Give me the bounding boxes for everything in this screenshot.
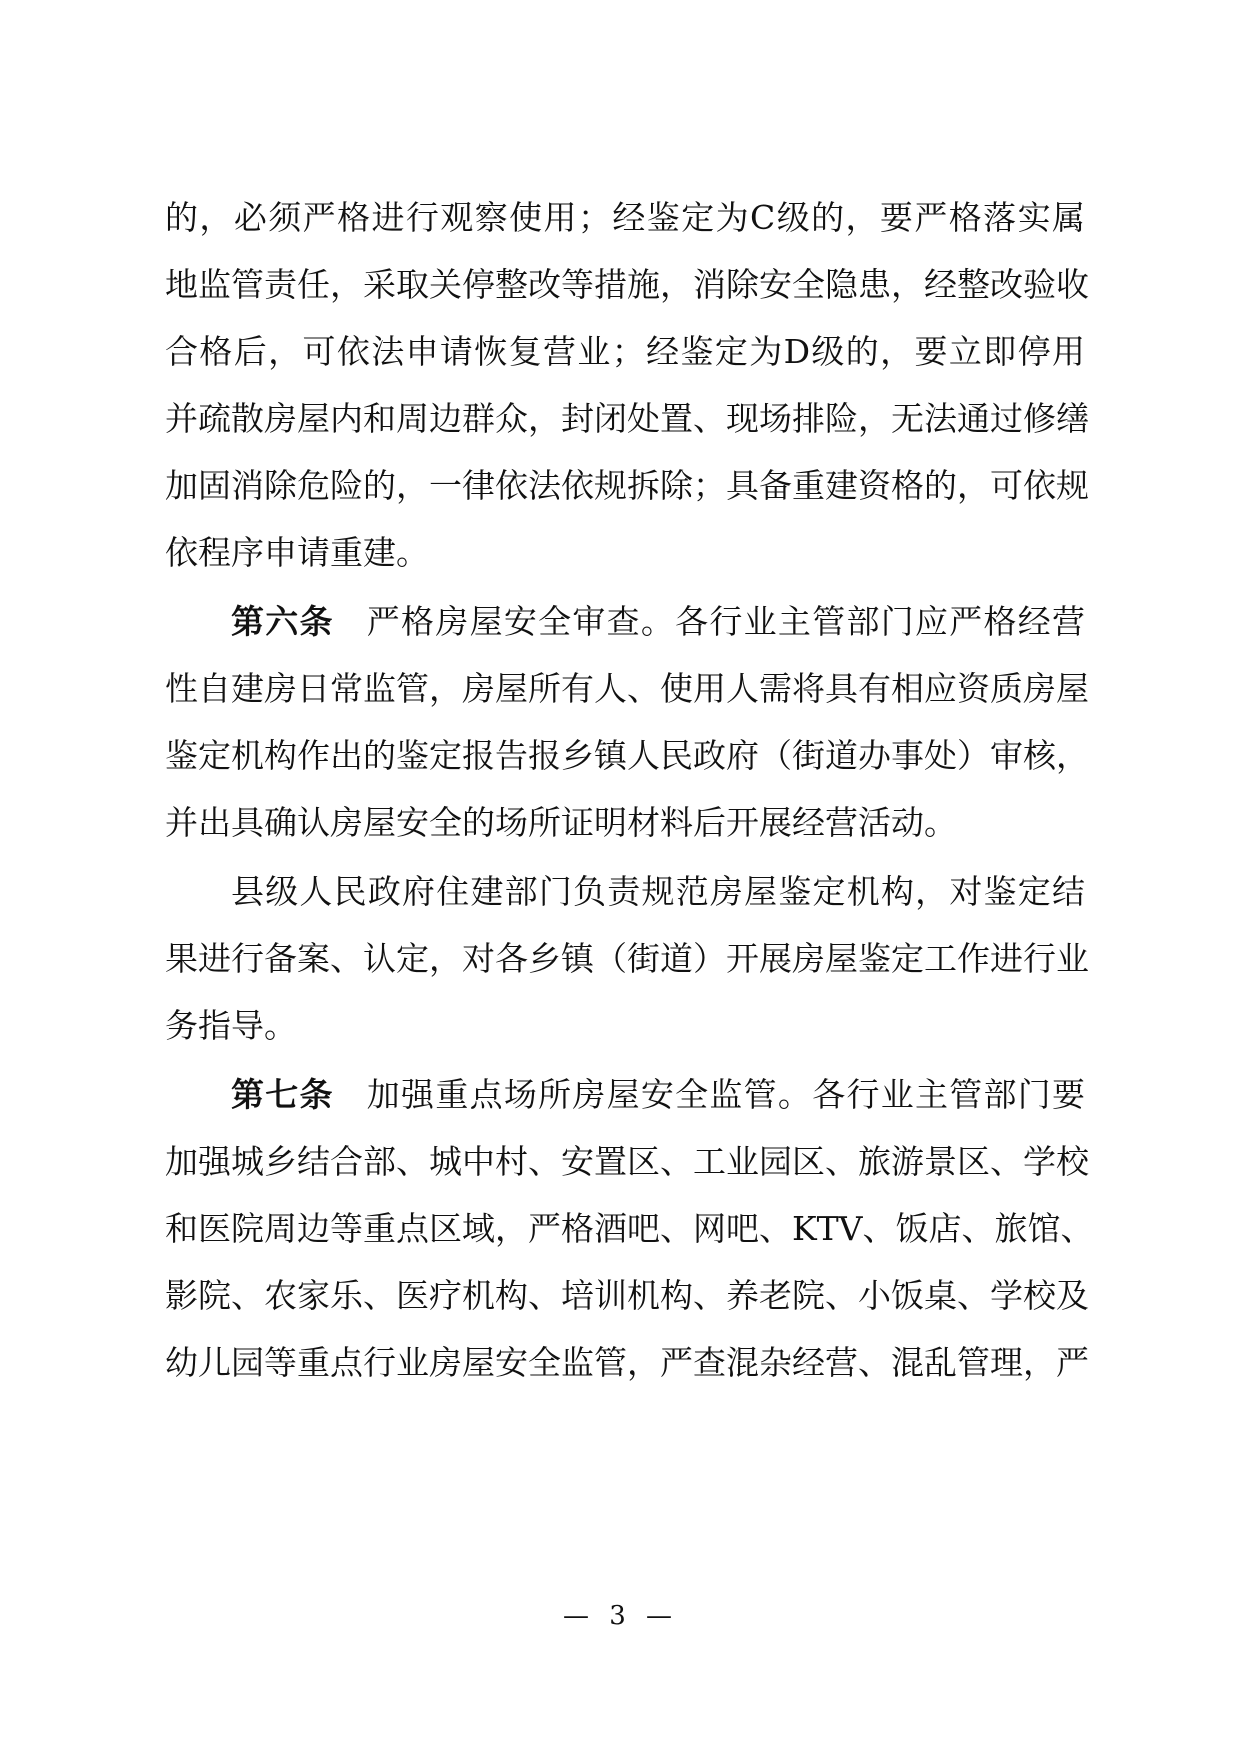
article-text: 严格房屋安全审查。各行业主管部门应严格经营 <box>366 602 1086 641</box>
text-line: 鉴定机构作出的鉴定报告报乡镇人民政府（街道办事处）审核， <box>165 736 1089 775</box>
text-line: 性自建房日常监管，房屋所有人、使用人需将具有相应资质房屋 <box>165 669 1089 708</box>
text-line: 县级人民政府住建部门负责规范房屋鉴定机构，对鉴定结 <box>231 872 1085 911</box>
text-line: 加固消除危险的，一律依法依规拆除；具备重建资格的，可依规 <box>165 466 1089 505</box>
text-line: 合格后，可依法申请恢复营业；经鉴定为D级的，要立即停用 <box>165 332 1085 371</box>
text-line: 务指导。 <box>165 1006 297 1045</box>
article-first-line <box>231 1065 1085 1125</box>
text-line: 加强城乡结合部、城中村、安置区、工业园区、旅游景区、学校 <box>165 1142 1089 1181</box>
article-text: 加强重点场所房屋安全监管。各行业主管部门要 <box>366 1075 1086 1114</box>
text-line: 的，必须严格进行观察使用；经鉴定为C级的，要严格落实属 <box>165 198 1085 237</box>
text-line: 和医院周边等重点区域，严格酒吧、网吧、KTV、饭店、旅馆、 <box>165 1209 1094 1248</box>
text-line: 影院、农家乐、医疗机构、培训机构、养老院、小饭桌、学校及 <box>165 1276 1089 1315</box>
article-first-line <box>231 592 1085 652</box>
text-line: 地监管责任，采取关停整改等措施，消除安全隐患，经整改验收 <box>165 265 1089 304</box>
article-heading: 第七条 <box>231 1075 334 1114</box>
text-line: 依程序申请重建。 <box>165 533 429 572</box>
text-line: 幼儿园等重点行业房屋安全监管，严查混杂经营、混乱管理，严 <box>165 1343 1089 1382</box>
text-line: 并疏散房屋内和周边群众，封闭处置、现场排险，无法通过修缮 <box>165 399 1089 438</box>
article-heading: 第六条 <box>231 602 334 641</box>
text-line: 果进行备案、认定，对各乡镇（街道）开展房屋鉴定工作进行业 <box>165 939 1089 978</box>
text-line: 并出具确认房屋安全的场所证明材料后开展经营活动。 <box>165 803 957 842</box>
page-number: — 3 — <box>562 1601 679 1631</box>
